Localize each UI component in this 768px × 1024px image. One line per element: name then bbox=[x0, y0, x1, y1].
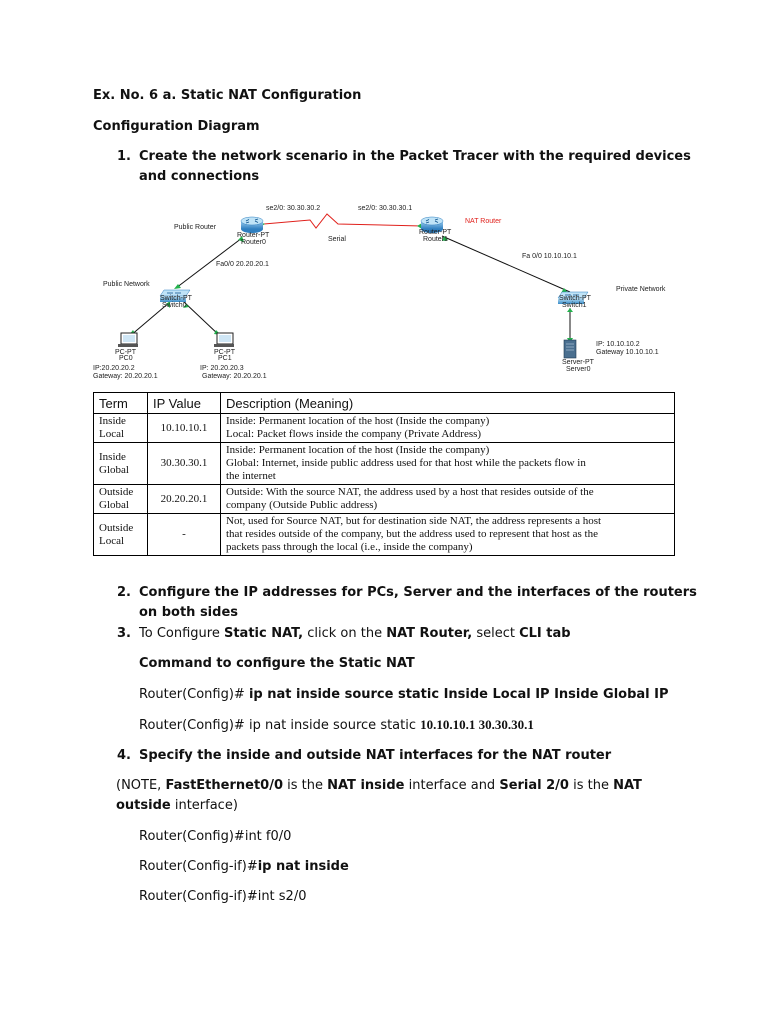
table-row bbox=[94, 414, 675, 443]
document-title: Ex. No. 6 a. Static NAT Configuration bbox=[93, 88, 362, 103]
node-caption: Public Network bbox=[103, 281, 150, 288]
node-type: PC-PT bbox=[115, 349, 136, 356]
network-diagram bbox=[92, 196, 680, 382]
step-text: To Configure Static NAT, click on the NAT Router, select CLI tab bbox=[139, 626, 571, 641]
node-name: Switch1 bbox=[562, 302, 587, 309]
pc1-gateway: Gateway: 20.20.20.1 bbox=[202, 373, 267, 380]
description-cell: Inside: Permanent location of the host (Inside the company) Local: Packet flows inside the company (Private Address) bbox=[221, 414, 675, 443]
pc-icon bbox=[118, 333, 138, 347]
nat-router-caption: NAT Router bbox=[465, 218, 502, 225]
step-text: on both sides bbox=[139, 605, 238, 620]
table-row bbox=[94, 443, 675, 485]
step-text: and connections bbox=[139, 169, 260, 184]
node-type: Router-PT bbox=[419, 229, 452, 236]
step-text: Create the network scenario in the Packet Tracer with the required devices bbox=[139, 149, 691, 164]
column-header: Term bbox=[94, 393, 148, 414]
table-row bbox=[94, 514, 675, 556]
pc-icon bbox=[214, 333, 234, 347]
command-heading: Command to configure the Static NAT bbox=[139, 656, 415, 671]
command-line: Router(Config)#int f0/0 bbox=[139, 829, 292, 844]
term-cell: Outside Local bbox=[94, 514, 148, 556]
node-caption: Private Network bbox=[616, 286, 666, 293]
server-ip: IP: 10.10.10.2 bbox=[596, 341, 640, 348]
port-indicators bbox=[129, 222, 573, 343]
column-header: IP Value bbox=[148, 393, 221, 414]
step-number: 4. bbox=[117, 748, 131, 763]
table-header-row bbox=[94, 393, 675, 414]
ethernet-link bbox=[184, 302, 220, 336]
link-label: se2/0: 30.30.30.2 bbox=[266, 205, 321, 212]
ip-cell: 30.30.30.1 bbox=[148, 443, 221, 485]
node-type: Switch-PT bbox=[559, 295, 591, 302]
serial-link bbox=[264, 214, 422, 228]
step-text: Specify the inside and outside NAT interfaces for the NAT router bbox=[139, 748, 612, 763]
pc1-ip: IP: 20.20.20.3 bbox=[200, 365, 244, 372]
command-line: Router(Config-if)#int s2/0 bbox=[139, 889, 307, 904]
ip-cell: 10.10.10.1 bbox=[148, 414, 221, 443]
step-number: 1. bbox=[117, 149, 131, 164]
ip-cell: 20.20.20.1 bbox=[148, 485, 221, 514]
link-label: Serial bbox=[328, 236, 346, 243]
node-name: Router1 bbox=[423, 236, 448, 243]
ethernet-link bbox=[442, 236, 570, 292]
pc0-gateway: Gateway: 20.20.20.1 bbox=[93, 373, 158, 380]
ip-cell: - bbox=[148, 514, 221, 556]
description-cell: Not, used for Source NAT, but for destination side NAT, the address represents a host that resides outside of the company, but the address used to represent that host as the packets pass through the local (i.e., inside the company) bbox=[221, 514, 675, 556]
command-line: Router(Config)# ip nat inside source static Inside Local IP Inside Global IP bbox=[139, 687, 669, 702]
table-row bbox=[94, 485, 675, 514]
node-type: Switch-PT bbox=[160, 295, 192, 302]
node-name: PC1 bbox=[218, 355, 232, 362]
note-text: outside interface) bbox=[116, 798, 238, 813]
nat-terms-table bbox=[93, 392, 675, 556]
term-cell: Inside Local bbox=[94, 414, 148, 443]
router-icon bbox=[241, 217, 263, 233]
node-name: Router0 bbox=[241, 239, 266, 246]
step-number: 2. bbox=[117, 585, 131, 600]
node-type: Router-PT bbox=[237, 232, 270, 239]
node-name: PC0 bbox=[119, 355, 133, 362]
node-name: Switch0 bbox=[162, 302, 187, 309]
column-header: Description (Meaning) bbox=[221, 393, 675, 414]
node-type: PC-PT bbox=[214, 349, 235, 356]
term-cell: Inside Global bbox=[94, 443, 148, 485]
section-heading: Configuration Diagram bbox=[93, 119, 260, 134]
command-line: Router(Config)# ip nat inside source static 10.10.10.1 30.30.30.1 bbox=[139, 717, 534, 733]
server-gateway: Gateway 10.10.10.1 bbox=[596, 349, 659, 356]
link-label: Fa 0/0 10.10.10.1 bbox=[522, 253, 577, 260]
node-type: Server-PT bbox=[562, 359, 594, 366]
step-text: Configure the IP addresses for PCs, Server and the interfaces of the routers bbox=[139, 585, 697, 600]
link-label: se2/0: 30.30.30.1 bbox=[358, 205, 413, 212]
link-label: Fa0/0 20.20.20.1 bbox=[216, 261, 269, 268]
description-cell: Outside: With the source NAT, the address used by a host that resides outside of the company (Outside Public address) bbox=[221, 485, 675, 514]
note-text: (NOTE, FastEthernet0/0 is the NAT inside interface and Serial 2/0 is the NAT bbox=[116, 778, 642, 793]
command-line: Router(Config-if)#ip nat inside bbox=[139, 859, 349, 874]
step-number: 3. bbox=[117, 626, 131, 641]
term-cell: Outside Global bbox=[94, 485, 148, 514]
server-icon bbox=[564, 340, 576, 358]
pc0-ip: IP:20.20.20.2 bbox=[93, 365, 135, 372]
node-caption: Public Router bbox=[174, 224, 217, 231]
node-name: Server0 bbox=[566, 366, 591, 373]
description-cell: Inside: Permanent location of the host (Inside the company) Global: Internet, inside public address used for that host while the packets flow in the internet bbox=[221, 443, 675, 485]
